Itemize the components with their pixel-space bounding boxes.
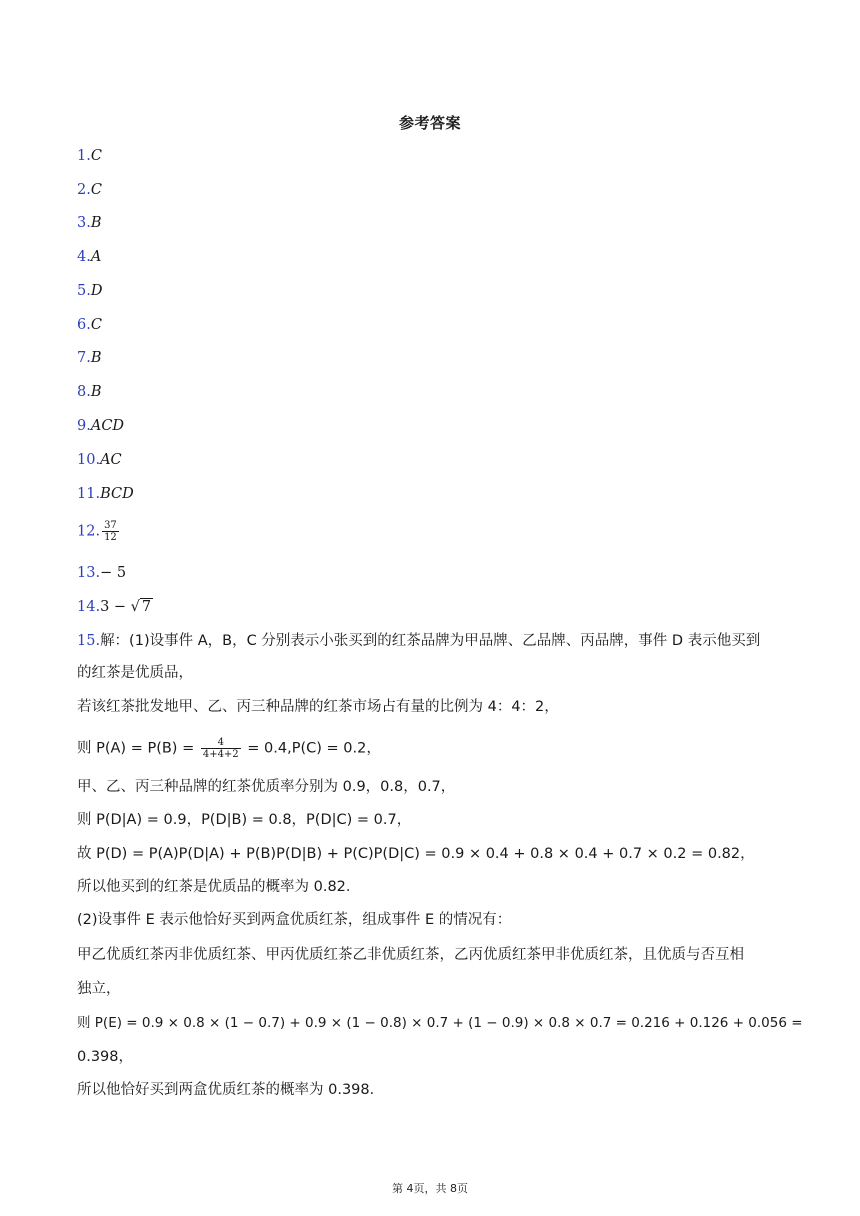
solution-line: (2)设事件 E 表示他恰好买到两盒优质红茶，组成事件 E 的情况有： xyxy=(77,912,512,928)
solution-line: 0.398， xyxy=(77,1049,134,1065)
answer-number: 11. xyxy=(77,486,101,502)
answer-number: 1. xyxy=(77,148,91,164)
solution-line: 所以他买到的红茶是优质品的概率为 0.82． xyxy=(77,879,361,895)
answer-number: 13. xyxy=(77,565,101,581)
answer-line xyxy=(77,180,102,200)
answer-line xyxy=(77,213,102,233)
answer-value: BCD xyxy=(100,486,134,502)
solution-line: 则 P(D|A) = 0.9，P(D|B) = 0.8，P(D|C) = 0.7， xyxy=(77,812,412,828)
solution-line: 甲乙优质红茶丙非优质红茶、甲丙优质红茶乙非优质红茶，乙丙优质红茶甲非优质红茶，且优质与否互相 xyxy=(77,947,744,963)
answer-value: AC xyxy=(100,452,122,468)
answer-number: 6. xyxy=(77,317,91,333)
solution-text: 解：(1)设事件 A，B，C 分别表示小张买到的红茶品牌为甲品牌、乙品牌、丙品牌，事件 D 表示他买到 xyxy=(100,633,761,649)
answer-value: − 5 xyxy=(100,565,127,581)
page-footer: 第 4页，共 8页 xyxy=(392,1182,468,1195)
answer-value-prefix: 3 − xyxy=(100,599,131,615)
answer-number: 10. xyxy=(77,452,101,468)
answer-number: 3. xyxy=(77,215,91,231)
solution-line: 若该红茶批发地甲、乙、丙三种品牌的红茶市场占有量的比例为 4：4：2， xyxy=(77,699,559,715)
answer-number: 5. xyxy=(77,283,91,299)
answer-value: A xyxy=(90,249,102,265)
answer-line xyxy=(77,520,121,543)
answer-number: 4. xyxy=(77,249,91,265)
answer-number: 9. xyxy=(77,418,91,434)
answer-line xyxy=(77,563,126,583)
radicand: 7 xyxy=(141,599,152,615)
answer-number: 12. xyxy=(77,523,101,540)
solution-text: 则 P(A) = P(B) = xyxy=(77,740,199,757)
answer-line xyxy=(77,146,102,166)
solution-line: 故 P(D) = P(A)P(D|A) + P(B)P(D|B) + P(C)P(D|C) = 0.9 × 0.4 + 0.8 × 0.4 + 0.7 × 0.2 = 0.82， xyxy=(77,846,755,862)
answer-line xyxy=(77,450,122,470)
answer-value: D xyxy=(90,283,103,299)
answer-number: 2. xyxy=(77,182,91,198)
square-root: √ 7 xyxy=(130,599,152,615)
answer-line xyxy=(77,382,102,402)
solution-text: = 0.4,P(C) = 0.2， xyxy=(242,740,381,757)
page-title: 参考答案 xyxy=(398,114,461,132)
answer-value: B xyxy=(90,350,102,366)
answer-number: 8. xyxy=(77,384,91,400)
answer-line xyxy=(77,484,134,504)
answer-value: C xyxy=(90,148,102,164)
fraction xyxy=(201,737,241,760)
answer-value: B xyxy=(90,215,102,231)
fraction-numerator: 37 xyxy=(104,520,117,531)
answer-value: C xyxy=(90,317,102,333)
fraction xyxy=(102,520,119,543)
answer-value: C xyxy=(90,182,102,198)
fraction-numerator: 4 xyxy=(201,737,241,749)
answer-line xyxy=(77,416,124,436)
solution-line: 所以他恰好买到两盒优质红茶的概率为 0.398． xyxy=(77,1082,385,1098)
answer-number: 7. xyxy=(77,350,91,366)
answer-number: 15. xyxy=(77,633,101,649)
solution-line: 甲、乙、丙三种品牌的红茶优质率分别为 0.9，0.8，0.7， xyxy=(77,779,456,795)
solution-line: 独立， xyxy=(77,981,121,997)
answer-line xyxy=(77,281,102,301)
fraction-denominator: 4+4+2 xyxy=(202,749,239,760)
answer-value: B xyxy=(90,384,102,400)
answer-value: ACD xyxy=(90,418,125,434)
answer-line xyxy=(77,315,102,335)
solution-line: 的红茶是优质品， xyxy=(77,665,193,681)
answer-line xyxy=(77,247,101,267)
answer-line xyxy=(77,348,102,368)
solution-line xyxy=(77,737,381,760)
answer-number: 14. xyxy=(77,599,101,615)
answer-line xyxy=(77,597,153,617)
solution-line: 则 P(E) = 0.9 × 0.8 × (1 − 0.7) + 0.9 × (1 − 0.8) × 0.7 + (1 − 0.9) × 0.8 × 0.7 = 0.216 + 0.126 + 0.056 = xyxy=(77,1015,803,1031)
solution-line xyxy=(77,631,760,651)
fraction-denominator: 12 xyxy=(104,532,117,543)
